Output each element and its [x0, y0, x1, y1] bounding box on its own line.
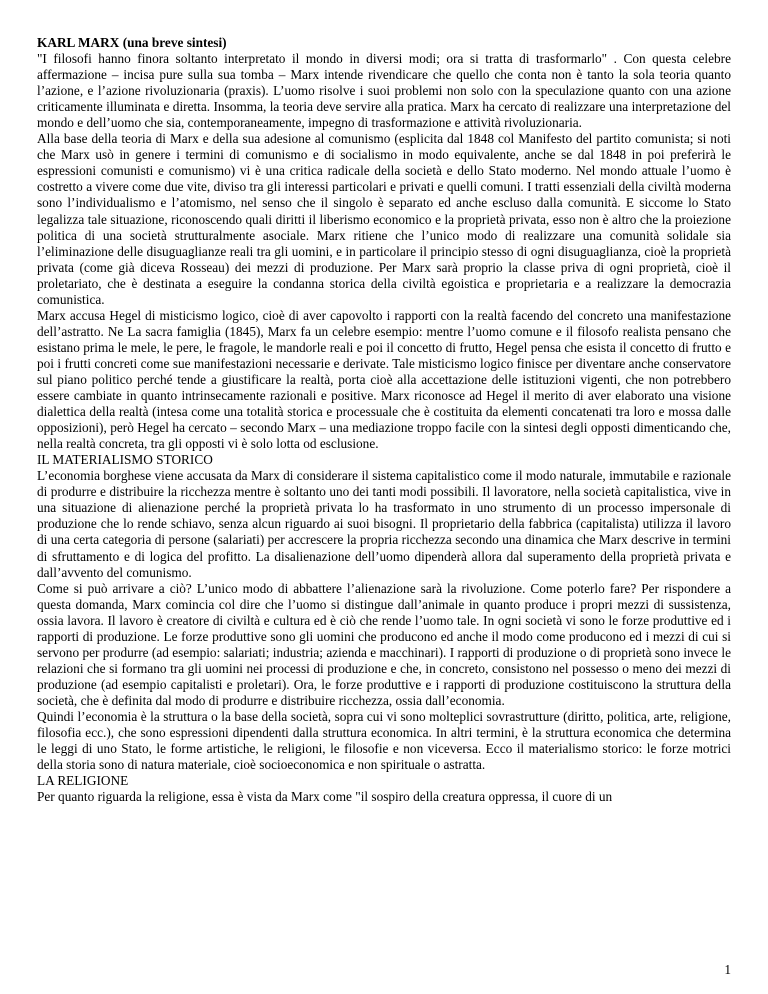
- paragraph-hegel: Marx accusa Hegel di misticismo logico, cioè di aver capovolto i rapporti con la realtà facendo del concreto una manifestazione dell’astratto. Ne La sacra famiglia (1845), Marx fa un celebre esempio: mentre l’uomo comune e il filosofo realista pensano che esistano prima le mele, le pere, le fragole, le mandorle reali e poi il concetto di frutto, Hegel pensa che esista il concetto di frutto e poi i frutti concreti come sue manifestazioni necessarie e derivate. Tale misticismo logico finisce per diventare anche conservatore sul piano politico perché tende a giustificare la realtà, porta cioè alla accettazione delle istituzioni vigenti, che non potrebbero essere cambiate in quanto intrinsecamente razionali e positive. Marx riconosce ad Hegel il merito di aver elaborato una visione dialettica della realtà (intesa come una totalità storica e processuale che è costituita da elementi concatenati tra loro e mossa dalle opposizioni), però Hegel ha cercato – secondo Marx – una mediazione troppo facile con la sintesi degli opposti dimenticando che, nella realtà concreta, tra gli opposti vi è solo lotta od esclusione.: [37, 307, 731, 452]
- section-heading-materialismo: IL MATERIALISMO STORICO: [37, 452, 213, 468]
- paragraph-communism: Alla base della teoria di Marx e della sua adesione al comunismo (esplicita dal 1848 col Manifesto del partito comunista; si noti che Marx usò in genere i termini di comunismo e di socialismo in modo equivalente, anche se dal 1848 in poi preferirà le espressioni comunisti e comunismo) vi è una critica radicale della società e dello Stato moderno. Nel mondo attuale l’uomo è costretto a vivere come due vite, diviso tra gli interessi particolari e privati e quelli comuni. I tratti essenziali della civiltà moderna sono l’individualismo e l’atomismo, nel senso che il singolo è separato ed anche escluso dalla comunità. E siccome lo Stato legalizza tale situazione, riconoscendo quali diritti il liberismo economico e la proprietà privata, esso non è altro che la proiezione politica di una società strutturalmente asociale. Marx ritiene che l’unico modo di realizzare una comunità solidale sia l’eliminazione delle disuguaglianze reali tra gli uomini, e in particolare il principio stesso di ogni disuguaglianza, cioè la proprietà privata (come già diceva Rosseau) dei mezzi di produzione. Per Marx sarà proprio la classe priva di ogni proprietà, cioè il proletariato, che è destinata a eseguire la condanna storica della civiltà egoistica e proprietaria e a realizzare la democrazia comunistica.: [37, 131, 731, 307]
- paragraph-alienation: L’economia borghese viene accusata da Marx di considerare il sistema capitalistico come il modo naturale, immutabile e razionale di produrre e distribuire la ricchezza mentre è soltanto uno dei tanti modi possibili. Il lavoratore, nella società capitalistica, vive in una situazione di alienazione perché la proprietà privata lo ha trasformato in uno strumento di un processo impersonale di produzione che lo rende schiavo, senza alcun riguardo ai suoi bisogni. Il proprietario della fabbrica (capitalista) utilizza il lavoro di una certa categoria di persone (salariati) per accrescere la propria ricchezza secondo una dinamica che Marx descrive in termini di sfruttamento e di logica del profitto. La disalienazione dell’uomo dipenderà allora dal superamento della proprietà privata e dall’avvento del comunismo.: [37, 468, 731, 580]
- page-number: 1: [724, 962, 731, 977]
- section-heading-religione: LA RELIGIONE: [37, 773, 129, 789]
- paragraph-revolution: Come si può arrivare a ciò? L’unico modo di abbattere l’alienazione sarà la rivoluzione. Come poterlo fare? Per rispondere a questa domanda, Marx comincia col dire che l’uomo si distingue dall’animale in quanto produce i propri mezzi di sussistenza, ossia lavora. Il lavoro è creatore di civiltà e cultura ed è ciò che rende l’uomo tale. In ogni società vi sono le forze produttive ed i rapporti di produzione. Le forze produttive sono gli uomini che producono ed anche il modo come producono ed i mezzi di cui si servono per produrre (ad esempio: salariati; industria; azienda e macchinari). I rapporti di produzione o di proprietà sono invece le relazioni che si formano tra gli uomini nei processi di produzione e che, in concreto, consistono nel possesso o meno dei mezzi di produzione (ad esempio capitalisti e proletari). Ora, le forze produttive e i rapporti di produzione costituiscono la struttura della società, che è definita dal modo di produrre e distribuire ricchezza, ossia dall’economia.: [37, 580, 731, 708]
- paragraph-religion: Per quanto riguarda la religione, essa è vista da Marx come "il sospiro della creatura oppressa, il cuore di un: [37, 789, 613, 805]
- document-title: KARL MARX (una breve sintesi): [37, 35, 227, 50]
- paragraph-structure: Quindi l’economia è la struttura o la base della società, sopra cui vi sono molteplici sovrastrutture (diritto, politica, arte, religione, filosofia ecc.), che sono espressioni dipendenti dalla struttura economica. In altri termini, è la struttura economica che determina le leggi di uno Stato, le forme artistiche, le religioni, le filosofie e non viceversa. Ecco il materialismo storico: le forze motrici della storia sono di natura materiale, cioè socioeconomica e non spirituale o astratta.: [37, 708, 731, 773]
- document-page: [37, 35, 731, 805]
- paragraph-praxis: "I filosofi hanno finora soltanto interpretato il mondo in diversi modi; ora si tratta di trasformarlo" . Con questa celebre affermazione – incisa pure sulla sua tomba – Marx intende rivendicare che quello che conta non è tanto la sola teoria quanto l’azione, e l’azione rivoluzionaria (praxis). L’uomo risolve i suoi problemi non solo con la speculazione quanto con una azione criticamente illuminata e diretta. Insomma, la teoria deve servire alla pratica. Marx ha cercato di realizzare una interpretazione del mondo e dell’uomo che sia, contemporaneamente, impegno di trasformazione e attività rivoluzionaria.: [37, 51, 731, 131]
